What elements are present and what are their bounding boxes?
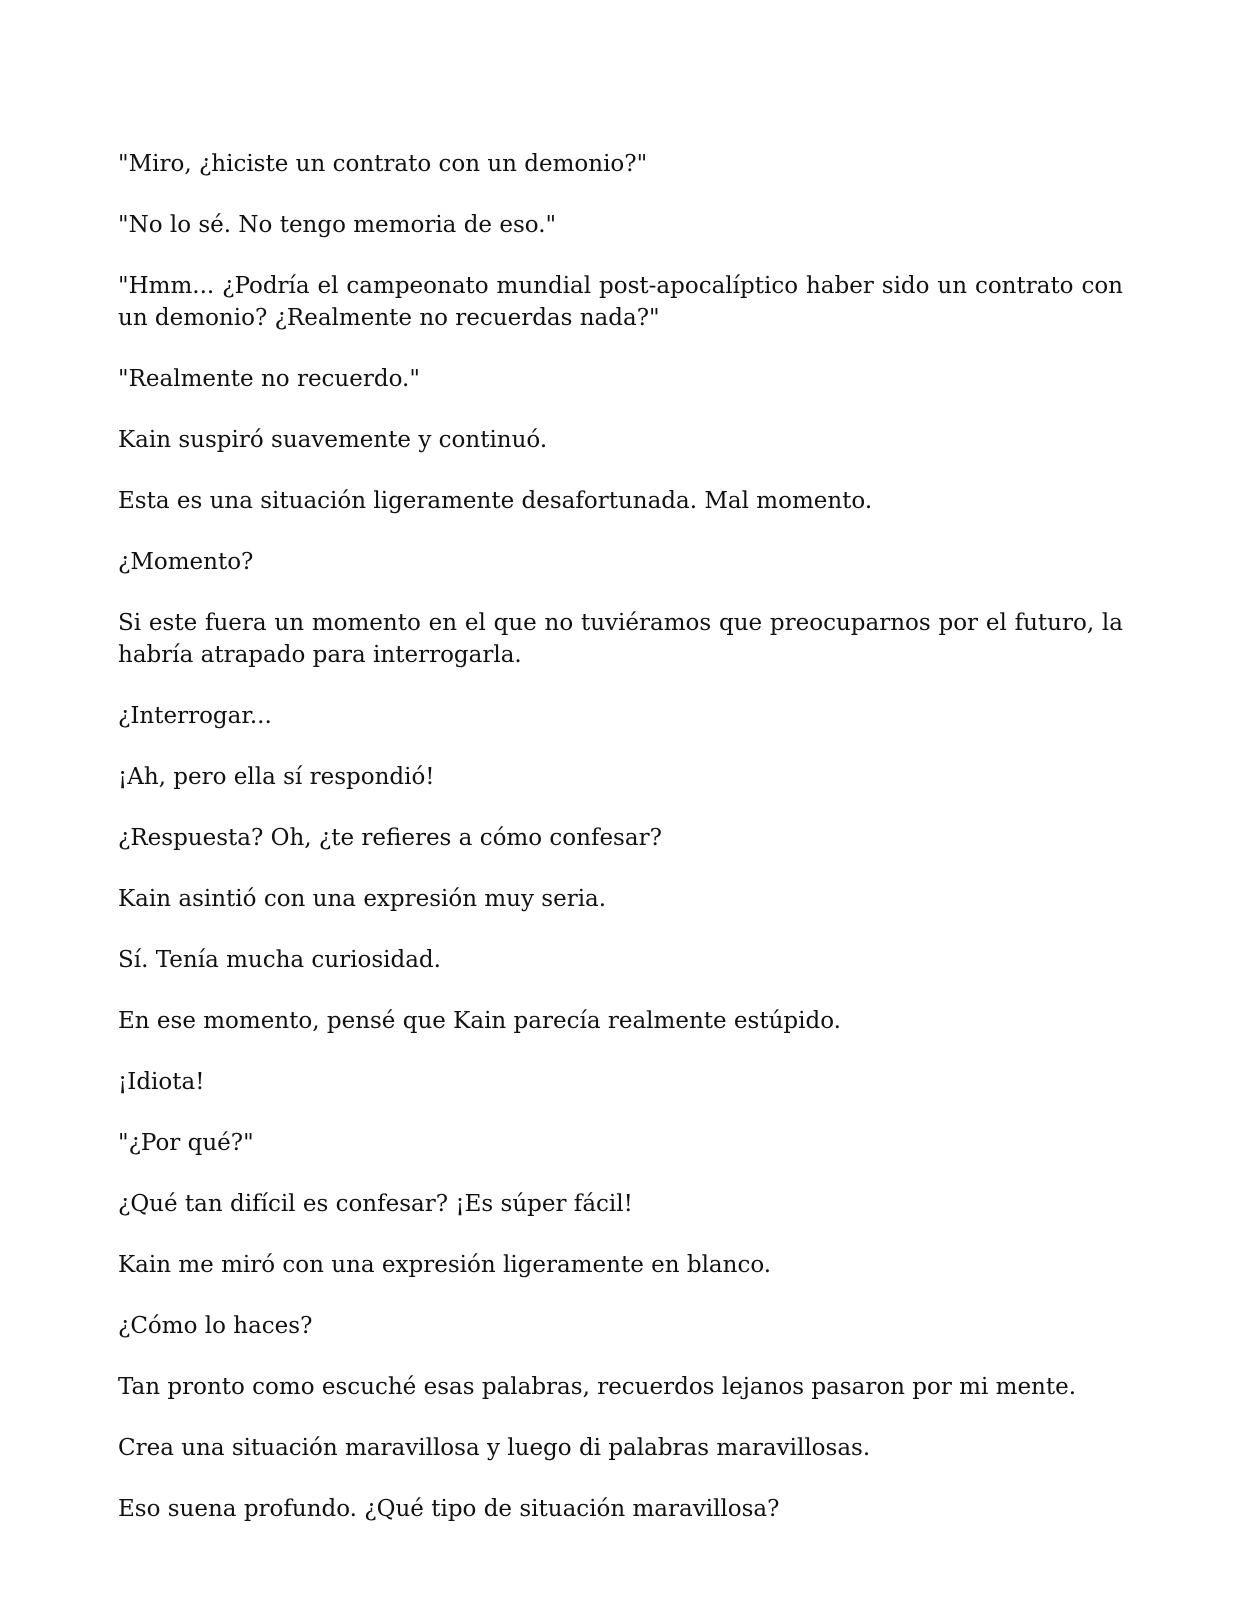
paragraph-14: En ese momento, pensé que Kain parecía realmente estúpido.: [118, 1008, 841, 1034]
paragraph-7: ¿Momento?: [118, 549, 254, 575]
paragraph-1: "Miro, ¿hiciste un contrato con un demonio?": [118, 151, 648, 177]
paragraph-19: ¿Cómo lo haces?: [118, 1313, 313, 1339]
paragraph-13: Sí. Tenía mucha curiosidad.: [118, 947, 441, 973]
paragraph-17: ¿Qué tan difícil es confesar? ¡Es súper fácil!: [118, 1191, 633, 1217]
document-page: [118, 148, 1123, 1554]
paragraph-18: Kain me miró con una expresión ligeramente en blanco.: [118, 1252, 772, 1278]
paragraph-20: Tan pronto como escuché esas palabras, recuerdos lejanos pasaron por mi mente.: [118, 1374, 1077, 1400]
paragraph-9: ¿Interrogar...: [118, 703, 272, 729]
paragraph-8: Si este fuera un momento en el que no tuviéramos que preocuparnos por el futuro, la habría atrapado para interrogarla.: [118, 610, 1123, 668]
paragraph-22: Eso suena profundo. ¿Qué tipo de situación maravillosa?: [118, 1496, 780, 1522]
paragraph-12: Kain asintió con una expresión muy seria.: [118, 886, 607, 912]
paragraph-11: ¿Respuesta? Oh, ¿te refieres a cómo confesar?: [118, 825, 662, 851]
paragraph-2: "No lo sé. No tengo memoria de eso.": [118, 212, 557, 238]
paragraph-15: ¡Idiota!: [118, 1069, 205, 1095]
paragraph-10: ¡Ah, pero ella sí respondió!: [118, 764, 435, 790]
paragraph-4: "Realmente no recuerdo.": [118, 366, 420, 392]
paragraph-3: "Hmm... ¿Podría el campeonato mundial post-apocalíptico haber sido un contrato con un demonio? ¿Realmente no recuerdas nada?": [118, 273, 1123, 331]
paragraph-5: Kain suspiró suavemente y continuó.: [118, 427, 548, 453]
paragraph-16: "¿Por qué?": [118, 1130, 254, 1156]
paragraph-21: Crea una situación maravillosa y luego di palabras maravillosas.: [118, 1435, 871, 1461]
paragraph-6: Esta es una situación ligeramente desafortunada. Mal momento.: [118, 488, 873, 514]
